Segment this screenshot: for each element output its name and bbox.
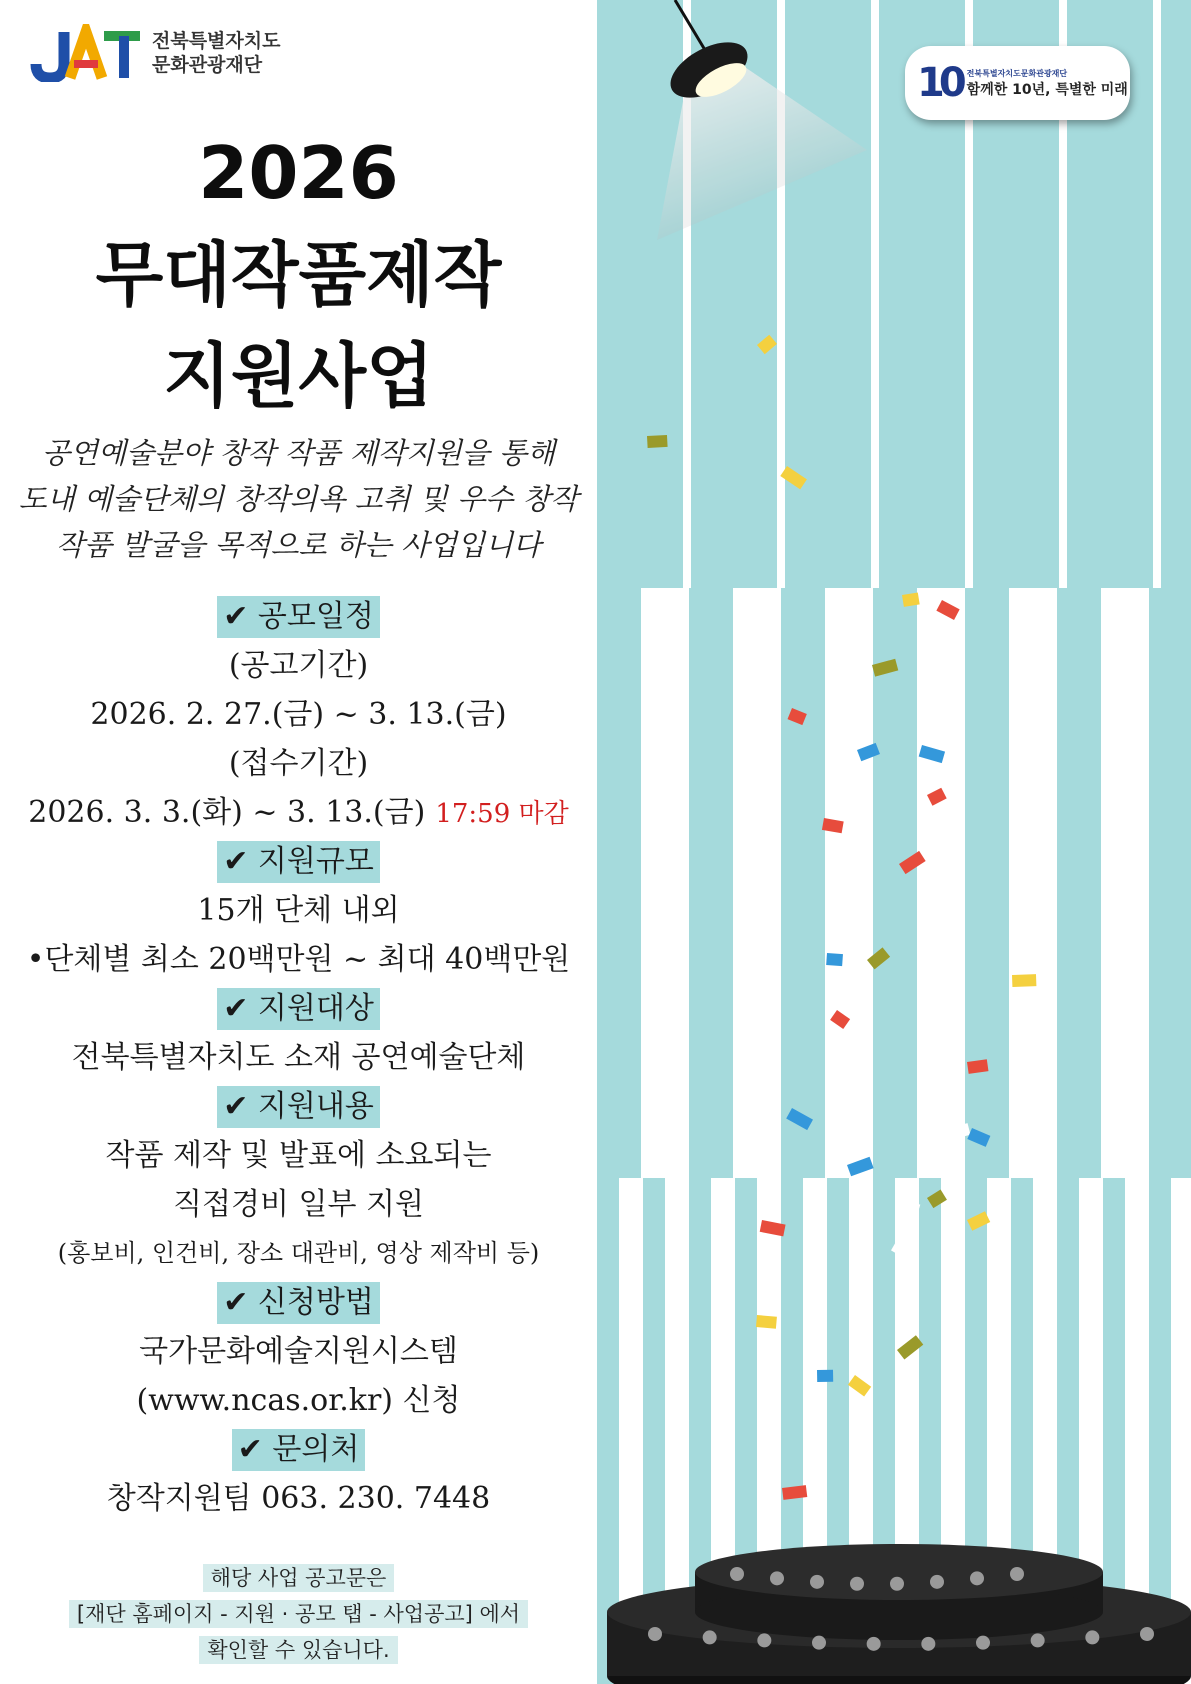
headline-year: 2026 — [198, 131, 399, 215]
confetti-piece — [967, 1059, 988, 1074]
confetti-piece — [867, 947, 890, 969]
deadline-note: 17:59 마감 — [435, 799, 569, 829]
confetti-piece — [899, 851, 926, 874]
scale-count: 15개 단체 내외 — [197, 893, 400, 928]
notice-period: 2026. 2. 27.(금) ~ 3. 13.(금) — [90, 697, 507, 732]
intro-line-3: 작품 발굴을 목적으로 하는 사업입니다 — [55, 528, 542, 562]
confetti-piece — [782, 1485, 807, 1500]
confetti-piece — [927, 1190, 947, 1209]
checkmark-icon: ✔ — [223, 1285, 249, 1320]
confetti-piece — [872, 659, 898, 677]
podium-light — [703, 1630, 717, 1644]
receipt-period: 2026. 3. 3.(화) ~ 3. 13.(금) — [28, 795, 426, 830]
podium-light — [890, 1577, 904, 1591]
section-label-content: ✔ 지원내용 — [217, 1086, 380, 1128]
confetti-piece — [927, 788, 947, 806]
confetti-piece — [967, 1128, 990, 1147]
confetti-piece — [848, 1375, 871, 1396]
podium-light — [921, 1637, 935, 1651]
confetti-piece — [1012, 974, 1036, 987]
checkmark-icon: ✔ — [223, 991, 249, 1026]
section-label-scale: ✔ 지원규모 — [217, 841, 380, 883]
confetti-piece — [780, 466, 807, 489]
podium-light — [1140, 1627, 1154, 1641]
anniversary-number: 10 — [917, 60, 961, 106]
podium-light — [810, 1575, 824, 1589]
podium-light — [757, 1633, 771, 1647]
section-label-schedule: ✔ 공모일정 — [217, 596, 380, 638]
intro-line-1: 공연예술분야 창작 작품 제작지원을 통해 — [41, 436, 556, 470]
confetti-piece — [901, 1200, 920, 1216]
podium-light — [976, 1636, 990, 1650]
badge-slogan: 함께한 10년, 특별한 미래 — [966, 81, 1128, 98]
confetti-piece — [847, 1157, 874, 1176]
confetti-piece — [817, 1370, 833, 1382]
headline-subtitle: 지원사업 — [163, 335, 434, 417]
confetti-piece — [760, 1220, 786, 1236]
content-line-1: 작품 제작 및 발표에 소요되는 — [105, 1138, 492, 1173]
method-line-2: (www.ncas.or.kr) 신청 — [136, 1383, 461, 1418]
podium-light — [970, 1571, 984, 1585]
podium-light — [1010, 1567, 1024, 1581]
stage-background — [597, 0, 1191, 1684]
confetti-piece — [857, 743, 880, 761]
scale-amount: •단체별 최소 20백만원 ~ 최대 40백만원 — [26, 942, 571, 977]
podium-light — [730, 1567, 744, 1581]
target-text: 전북특별자치도 소재 공연예술단체 — [71, 1040, 526, 1075]
confetti-piece — [756, 1315, 777, 1329]
section-label-method: ✔ 신청방법 — [217, 1282, 380, 1324]
podium-light — [1031, 1633, 1045, 1647]
checkmark-icon: ✔ — [223, 1089, 249, 1124]
jat-logo-icon — [30, 24, 142, 82]
footer-note — [0, 1560, 597, 1668]
section-label-target: ✔ 지원대상 — [217, 988, 380, 1030]
podium-light — [770, 1571, 784, 1585]
confetti-piece — [647, 435, 668, 448]
confetti-piece — [891, 1240, 911, 1258]
podium-light — [812, 1636, 826, 1650]
confetti-piece — [897, 1335, 923, 1359]
footer-line-1: 해당 사업 공고문은 — [203, 1564, 395, 1592]
podium-light — [850, 1577, 864, 1591]
confetti-piece — [822, 818, 844, 833]
headline-title: 무대작품제작 — [95, 234, 502, 316]
checkmark-icon: ✔ — [223, 599, 249, 634]
foundation-logo — [30, 24, 280, 82]
method-line-1: 국가문화예술지원시스템 — [139, 1334, 458, 1369]
notice-period-label: (공고기간) — [228, 648, 369, 683]
org-name-line1: 전북특별자치도 — [152, 30, 281, 52]
confetti-piece — [826, 953, 843, 966]
footer-line-2: [재단 홈페이지 - 지원 · 공모 탭 - 사업공고] 에서 — [69, 1600, 528, 1628]
confetti-piece — [786, 1108, 813, 1130]
receipt-period-label: (접수기간) — [228, 746, 369, 781]
checkmark-icon: ✔ — [223, 844, 249, 879]
podium-light — [1085, 1630, 1099, 1644]
confetti-piece — [936, 600, 959, 620]
confetti-piece — [788, 708, 807, 725]
badge-org-name: 전북특별자치도문화관광재단 — [966, 68, 1068, 78]
confetti-piece — [952, 1123, 970, 1139]
confetti-piece — [919, 745, 945, 763]
confetti-piece — [830, 1010, 850, 1029]
footer-line-3: 확인할 수 있습니다. — [199, 1636, 397, 1664]
podium-icon — [607, 1504, 1191, 1684]
contact-phone: 창작지원팀 063. 230. 7448 — [106, 1481, 491, 1516]
info-sections — [0, 592, 597, 1523]
confetti-piece — [967, 1211, 990, 1231]
intro-text — [0, 430, 597, 568]
content-line-3: (홍보비, 인건비, 장소 대관비, 영상 제작비 등) — [57, 1239, 540, 1267]
podium-light — [648, 1627, 662, 1641]
org-name-line2: 문화관광재단 — [152, 54, 263, 76]
section-label-contact: ✔ 문의처 — [232, 1429, 366, 1471]
intro-line-2: 도내 예술단체의 창작의욕 고취 및 우수 창작 — [18, 482, 579, 516]
content-line-2: 직접경비 일부 지원 — [173, 1187, 424, 1222]
checkmark-icon: ✔ — [237, 1432, 263, 1467]
confetti-piece — [902, 592, 920, 606]
anniversary-badge — [905, 46, 1130, 120]
podium-light — [930, 1575, 944, 1589]
podium-light — [867, 1637, 881, 1651]
